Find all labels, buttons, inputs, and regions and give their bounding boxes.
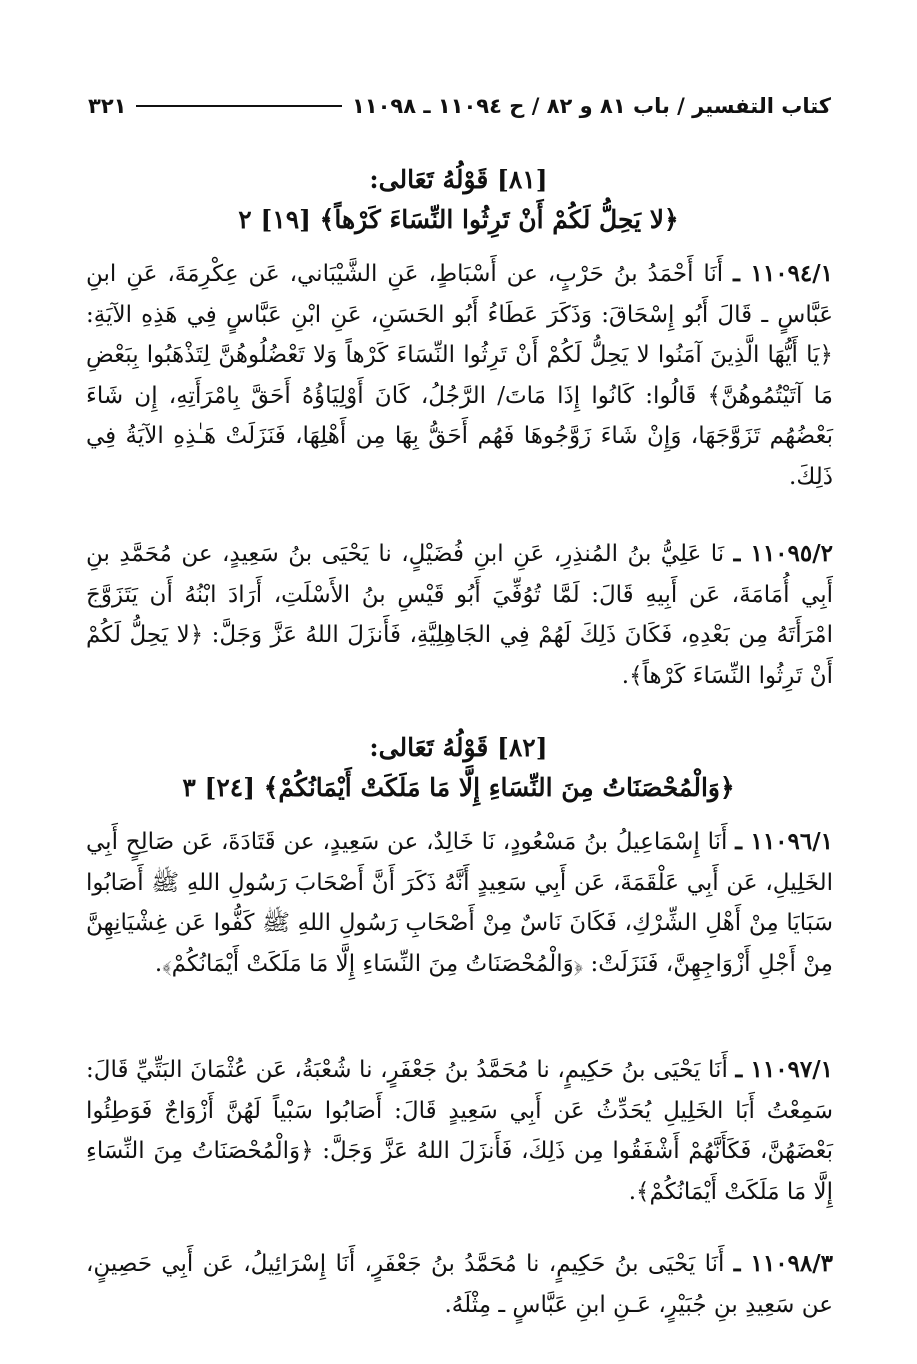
hadith-text: نَا عَلِيُّ بنُ المُنذِرِ، عَنِ ابنِ فُضَيْلٍ، نا يَحْيَى بنُ سَعِيدٍ، عن مُحَمَّدِ بنِ أَبِي أُمَامَةَ، عَن أَبِيهِ قَالَ: لَمَّا تُوُفِّيَ أَبُو قَيْسِ بنُ الأَسْلَتِ، أَرَادَ ابْنُهُ أَن يَتَزَوَّجَ امْرَأَتَهُ مِن بَعْدِهِ، فَكَانَ ذَلِكَ لَهُمْ فِي الجَاهِلِيَّةِ، فَأَنزَلَ اللهُ عَزَّ وَجَلَّ: ﴿لا يَحِلُّ لَكُمْ أَنْ تَرِثُوا النِّسَاءَ كَرْهاً﴾. bbox=[86, 541, 833, 689]
hadith-11096 bbox=[86, 822, 833, 984]
hadith-11097 bbox=[86, 1050, 833, 1212]
section-heading-line: [٨١] قَوْلُهُ تَعَالى: bbox=[369, 165, 548, 194]
hadith-number: ١١٠٩٦/١ ـ bbox=[735, 828, 833, 855]
hadith-11098 bbox=[86, 1244, 833, 1325]
hadith-number: ١١٠٩٤/١ ـ bbox=[733, 260, 834, 287]
hadith-text: أَنَا يَحْيَى بنُ حَكِيمٍ، نا مُحَمَّدُ بنُ جَعْفَرٍ، أَنَا إِسْرَائِيلُ، عَن أَبِي حَصِينٍ، عن سَعِيدِ بنِ جُبَيْرٍ، عَـنِ ابنِ عَبَّاسٍ ـ مِثْلَهُ. bbox=[86, 1251, 833, 1318]
hadith-number: ١١٠٩٨/٣ ـ bbox=[733, 1250, 834, 1277]
page-number: ٣٢١ bbox=[88, 94, 127, 118]
hadith-text: أَنَا إِسْمَاعِيلُ بنُ مَسْعُودٍ، نَا خَالِدٌ، عن سَعِيدٍ، عن قَتَادَةَ، عَن صَالِحٍ أَبِي الخَلِيلِ، عَن أَبِي عَلْقَمَةَ، عَن أَبِي سَعِيدٍ أَنَّهُ ذَكَرَ أَنَّ أَصْحَابَ رَسُولِ اللهِ ﷺ أَصَابُوا سَبَايَا مِنْ أَهْلِ الشِّرْكِ، فَكَانَ نَاسٌ مِنْ أَصْحَابِ رَسُولِ اللهِ ﷺ كَفُّوا عَن غِشْيَانِهِنَّ مِنْ أَجْلِ أَزْوَاجِهِنَّ، فَنَزَلَتْ: ﴿وَالْمُحْصَنَاتُ مِنَ النِّسَاءِ إِلَّا مَا مَلَكَتْ أَيْمَانُكُمْ﴾. bbox=[86, 829, 833, 977]
hadith-11094 bbox=[86, 254, 833, 497]
hadith-11095 bbox=[86, 534, 833, 696]
header-rule bbox=[136, 105, 341, 107]
hadith-text: أَنَا أَحْمَدُ بنُ حَرْبٍ، عن أَسْبَاطٍ، عَنِ الشَّيْبَاني، عَن عِكْرِمَةَ، عَنِ ابنِ عَبَّاسٍ ـ قَالَ أَبُو إِسْحَاقَ: وَذَكَرَ عَطَاءُ أَبُو الحَسَنِ، عَنِ ابْنِ عَبَّاسٍ فِي هَذِهِ الآيَةِ: ﴿يَا أَيُّهَا الَّذِينَ آمَنُوا لا يَحِلُّ لَكُمْ أَنْ تَرِثُوا النِّسَاءَ كَرْهاً وَلا تَعْضُلُوهُنَّ لِتَذْهَبُوا بِبَعْضِ مَا آتَيْتُمُوهُنَّ﴾ قَالُوا: كَانُوا إِذَا مَاتَ/ الرَّجُلُ، كَانَ أَوْلِيَاؤُهُ أَحَقَّ بِامْرَأَتِهِ، إِن شَاءَ بَعْضُهُم تَزَوَّجَهَا، وَإِنْ شَاءَ زَوَّجُوهَا فَهُم أَحَقُّ بِهَا مِن أَهْلِهَا، فَنَزَلَتْ هَـٰذِهِ الآيَةُ فِي ذَلِكَ. bbox=[86, 261, 833, 490]
hadith-number: ١١٠٩٥/٢ ـ bbox=[733, 540, 833, 567]
hadith-number: ١١٠٩٧/١ ـ bbox=[735, 1056, 834, 1083]
running-header bbox=[88, 86, 831, 126]
section-82-heading bbox=[80, 728, 837, 808]
hadith-text: أَنَا يَحْيَى بنُ حَكِيمٍ، نا مُحَمَّدُ بنُ جَعْفَرٍ، نا شُعْبَةُ، عَن عُثْمَانَ البَتِّيِّ قَالَ: سَمِعْتُ أَبَا الخَلِيلِ يُحَدِّثُ عَن أَبِي سَعِيدٍ قَالَ: أَصَابُوا سَبْياً لَهُنَّ أَزْوَاجٌ فَوَطِئُوا بَعْضَهُنَّ، فَكَأَنَّهُمْ أَشْفَقُوا مِن ذَلِكَ، فَأَنزَلَ اللهُ عَزَّ وَجَلَّ: ﴿وَالْمُحْصَنَاتُ مِنَ النِّسَاءِ إِلَّا مَا مَلَكَتْ أَيْمَانُكُمْ﴾. bbox=[86, 1057, 833, 1205]
header-title: كتاب التفسير / باب ٨١ و ٨٢ / ح ١١٠٩٤ ـ ١١٠٩٨ bbox=[351, 94, 831, 118]
section-verse: ﴿وَالْمُحْصَنَاتُ مِنَ النِّسَاءِ إِلَّا مَا مَلَكَتْ أَيْمَانُكُمْ﴾ [٢٤] ٣ bbox=[182, 773, 735, 802]
section-heading-line: [٨٢] قَوْلُهُ تَعَالى: bbox=[369, 733, 548, 762]
section-verse: ﴿لا يَحِلُّ لَكُمْ أَنْ تَرِثُوا النِّسَاءَ كَرْهاً﴾ [١٩] ٢ bbox=[238, 205, 679, 234]
section-81-heading bbox=[80, 160, 837, 240]
